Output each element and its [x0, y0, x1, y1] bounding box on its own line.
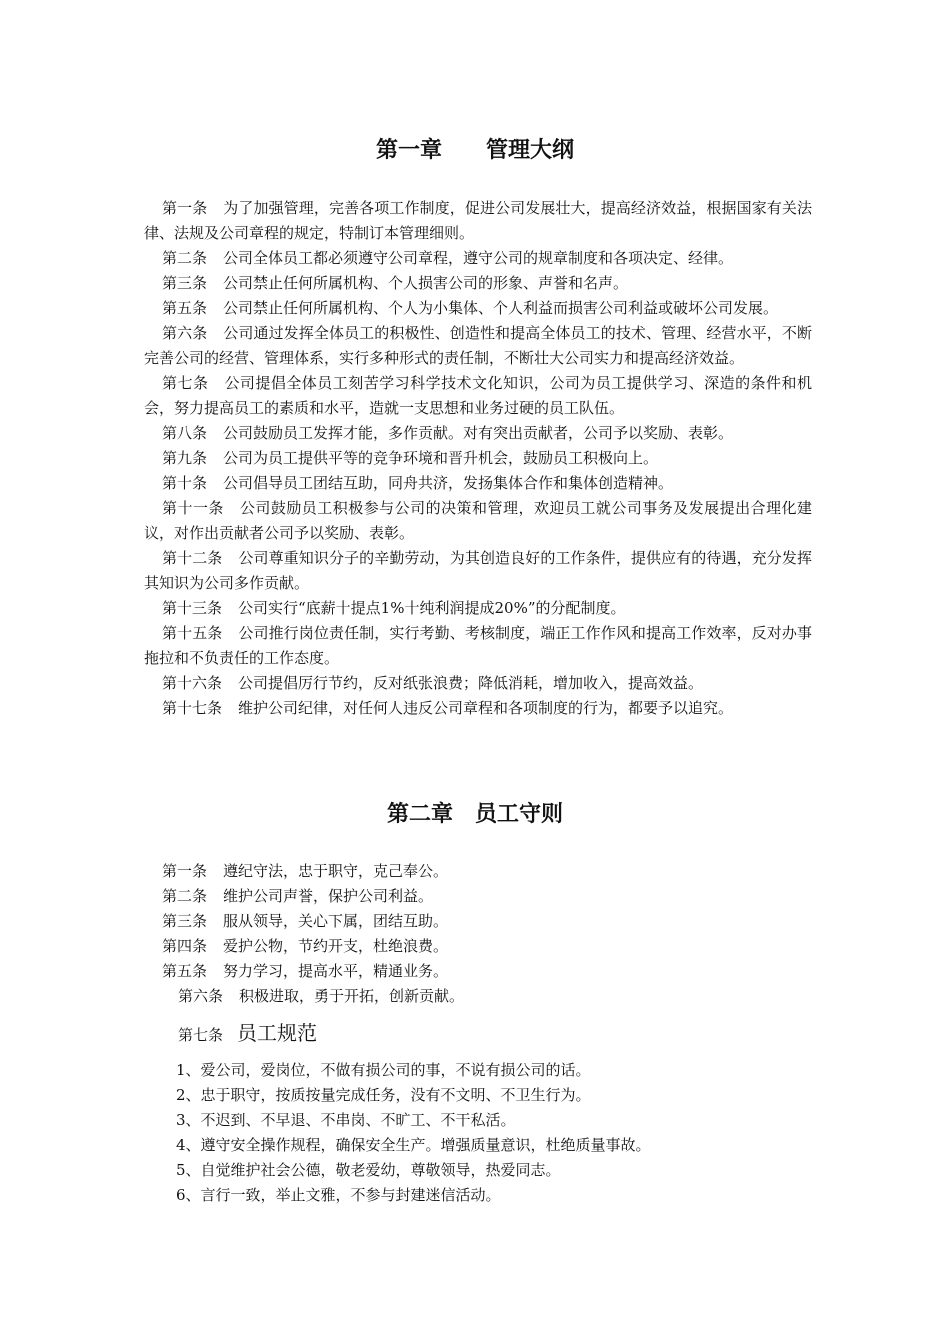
- article-text: 公司全体员工都必须遵守公司章程，遵守公司的规章制度和各项决定、经律。: [223, 249, 734, 267]
- article-number: 第七条: [162, 374, 209, 392]
- list-item: 4、遵守安全操作规程，确保安全生产。增强质量意识，杜绝质量事故。: [176, 1136, 651, 1154]
- article-number: 第四条: [162, 937, 208, 955]
- article-number: 第三条: [162, 274, 208, 292]
- article-text: 公司禁止任何所属机构、个人为小集体、个人利益而损害公司利益或破坏公司发展。: [223, 299, 779, 317]
- article-number: 第七条: [178, 1026, 224, 1044]
- article: [144, 246, 812, 271]
- chapter-2-body: [144, 859, 812, 1009]
- chapter-1-title: 第一章 管理大纲: [375, 138, 574, 163]
- article-text: 为了加强管理，完善各项工作制度，促进公司发展壮大，提高经济效益，根据国家有关法律、法规及公司章程的规定，特制订本管理细则。: [144, 199, 812, 242]
- article-number: 第五条: [162, 962, 208, 980]
- article: [144, 984, 812, 1009]
- article-number: 第十七条: [162, 699, 223, 717]
- article: [144, 596, 812, 621]
- list-item: 3、不迟到、不早退、不串岗、不旷工、不干私活。: [176, 1111, 516, 1129]
- article-text: 公司鼓励员工积极参与公司的决策和管理，欢迎员工就公司事务及发展提出合理化建议，对作出贡献者公司予以奖励、表彰。: [144, 499, 812, 542]
- list-item: 6、言行一致，举止文雅，不参与封建迷信活动。: [176, 1186, 501, 1204]
- article-number: 第二条: [162, 249, 208, 267]
- article-number: 第三条: [162, 912, 208, 930]
- article-text: 积极进取，勇于开拓，创新贡献。: [239, 987, 465, 1005]
- article: [144, 371, 812, 421]
- article-text: 公司提倡厉行节约，反对纸张浪费；降低消耗，增加收入，提高效益。: [238, 674, 704, 692]
- article-number: 第五条: [162, 299, 208, 317]
- article: [144, 446, 812, 471]
- article-text: 遵纪守法，忠于职守，克己奉公。: [223, 862, 449, 880]
- article-number: 第十五条: [162, 624, 223, 642]
- article-number: 第十一条: [162, 499, 224, 517]
- article: [144, 271, 812, 296]
- article: [144, 859, 812, 884]
- article: [144, 296, 812, 321]
- article-number: 第二条: [162, 887, 208, 905]
- article: [144, 471, 812, 496]
- article: [144, 671, 812, 696]
- article-text: 服从领导，关心下属，团结互助。: [223, 912, 449, 930]
- employee-rules-list: [176, 1058, 651, 1208]
- article-text: 公司鼓励员工发挥才能，多作贡献。对有突出贡献者，公司予以奖励、表彰。: [223, 424, 734, 442]
- article-number: 第六条: [162, 324, 208, 342]
- article-number: 第十三条: [162, 599, 223, 617]
- article-text: 维护公司声誉，保护公司利益。: [223, 887, 434, 905]
- article-number: 第九条: [162, 449, 208, 467]
- article: [144, 959, 812, 984]
- article: [144, 321, 812, 371]
- article-number: 第一条: [162, 862, 208, 880]
- list-item: 2、忠于职守，按质按量完成任务，没有不文明、不卫生行为。: [176, 1086, 591, 1104]
- article-text: 公司实行“底薪十提点1%十纯利润提成20%”的分配制度。: [238, 599, 626, 617]
- list-item: 5、自觉维护社会公德，敬老爱幼，尊敬领导，热爱同志。: [176, 1161, 561, 1179]
- article-text: 公司倡导员工团结互助，同舟共济，发扬集体合作和集体创造精神。: [223, 474, 674, 492]
- article: [144, 884, 812, 909]
- chapter-1-body: [144, 196, 812, 721]
- article-number: 第八条: [162, 424, 208, 442]
- article: [144, 196, 812, 246]
- article: [144, 546, 812, 596]
- article: [144, 621, 812, 671]
- article-text: 公司为员工提供平等的竞争环境和晋升机会，鼓励员工积极向上。: [223, 449, 659, 467]
- article-number: 第一条: [162, 199, 208, 217]
- article: [144, 421, 812, 446]
- article: [144, 696, 812, 721]
- article-7-heading: [178, 1020, 317, 1048]
- article-text: 努力学习，提高水平，精通业务。: [223, 962, 449, 980]
- article-7-title: 员工规范: [237, 1021, 318, 1045]
- article-number: 第十二条: [162, 549, 223, 567]
- chapter-2-title: 第二章 员工守则: [386, 802, 563, 827]
- list-item: 1、爱公司，爱岗位，不做有损公司的事，不说有损公司的话。: [176, 1061, 591, 1079]
- article-text: 公司提倡全体员工刻苦学习科学技术文化知识，公司为员工提供学习、深造的条件和机会，努力提高员工的素质和水平，造就一支思想和业务过硬的员工队伍。: [144, 374, 812, 417]
- article: [144, 934, 812, 959]
- article-text: 爱护公物，节约开支，杜绝浪费。: [223, 937, 449, 955]
- article-number: 第六条: [178, 987, 224, 1005]
- article-text: 维护公司纪律，对任何人违反公司章程和各项制度的行为，都要予以追究。: [238, 699, 734, 717]
- article-number: 第十条: [162, 474, 208, 492]
- article-text: 公司尊重知识分子的辛勤劳动，为其创造良好的工作条件，提供应有的待遇，充分发挥其知识为公司多作贡献。: [144, 549, 812, 592]
- article-number: 第十六条: [162, 674, 223, 692]
- article-text: 公司推行岗位责任制，实行考勤、考核制度，端正工作作风和提高工作效率，反对办事拖拉和不负责任的工作态度。: [144, 624, 812, 667]
- article-text: 公司禁止任何所属机构、个人损害公司的形象、声誉和名声。: [223, 274, 629, 292]
- article: [144, 909, 812, 934]
- article-text: 公司通过发挥全体员工的积极性、创造性和提高全体员工的技术、管理、经营水平，不断完善公司的经营、管理体系，实行多种形式的责任制，不断壮大公司实力和提高经济效益。: [144, 324, 812, 367]
- article: [144, 496, 812, 546]
